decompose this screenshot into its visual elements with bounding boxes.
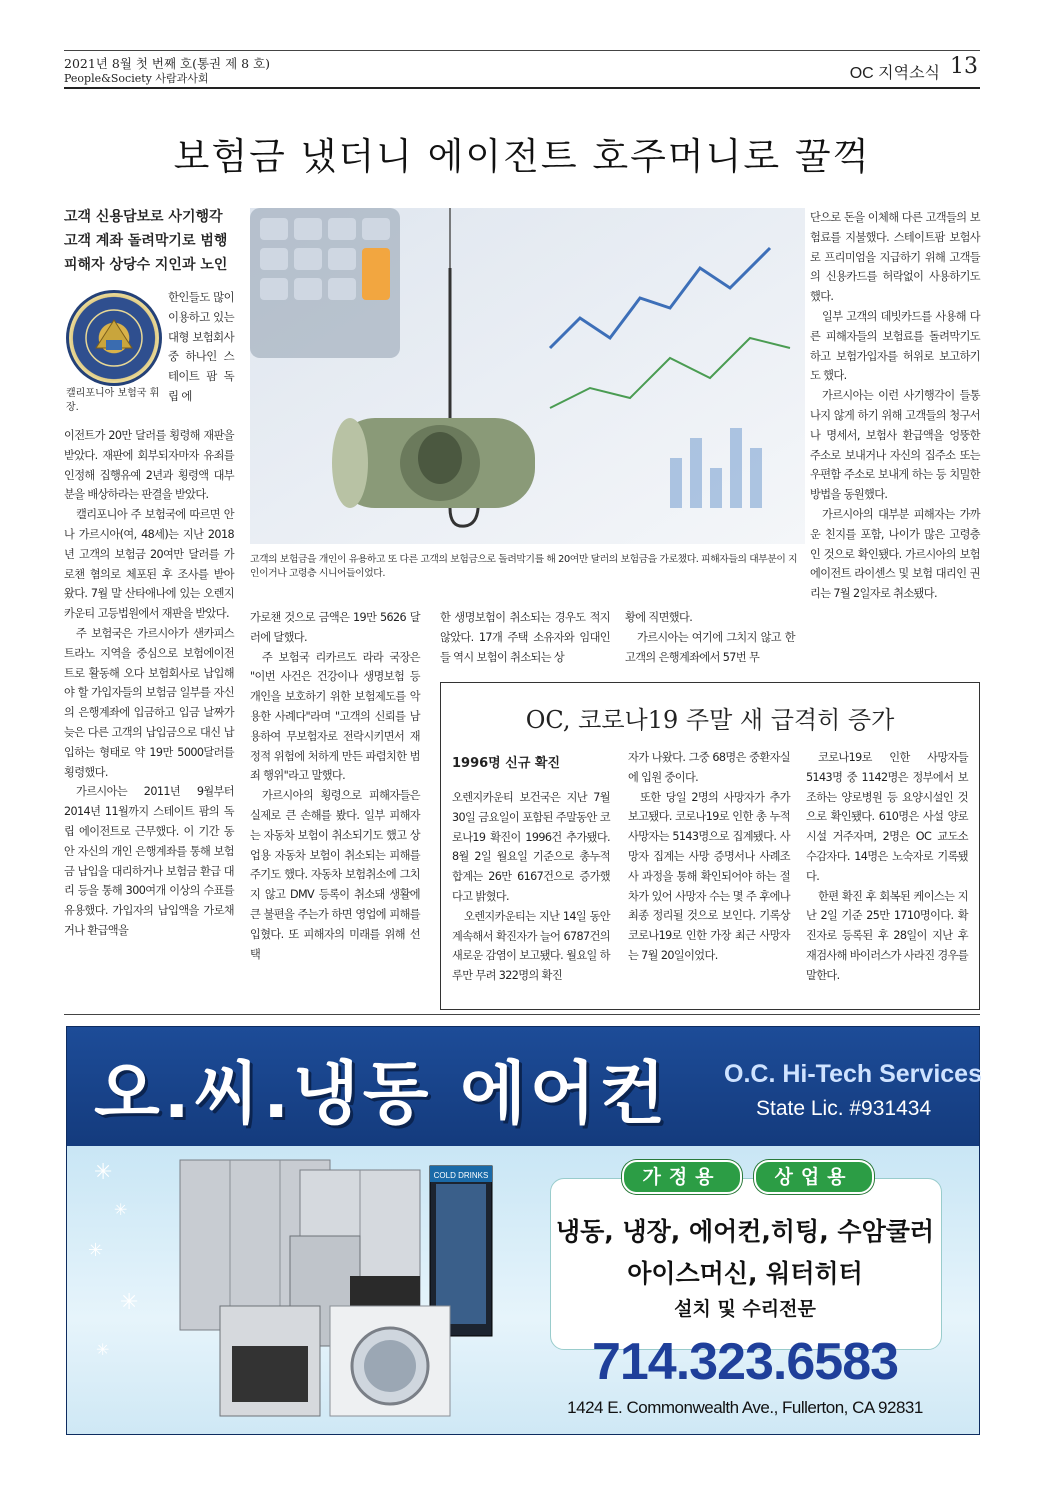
- article-col-5: [810, 208, 980, 604]
- photo-illustration: [250, 208, 805, 544]
- subhead-line: 피해자 상당수 지인과 노인: [64, 257, 228, 273]
- header-top-rule: [64, 50, 980, 51]
- paragraph: 자가 나왔다. 그중 68명은 중환자실에 입원 중이다.: [628, 751, 790, 784]
- paragraph: 가르시아는 이런 사기행각이 들통나지 않게 하기 위해 고객들의 청구서나 명세서, 보험사 환급액을 엉뚱한 주소로 보내거나 자신의 집주소 또는 우편함 주소로 보내게 하는 등 치밀한 방법을 동원했다.: [810, 389, 980, 502]
- ad-title: 오.씨.냉동 에어컨: [94, 1055, 670, 1134]
- ad-address: 1424 E. Commonwealth Ave., Fullerton, CA 92831: [567, 1398, 923, 1417]
- paragraph: 한편 확진 후 회복된 케이스는 지난 2일 기준 25만 1710명이다. 확진자로 등록된 후 28일이 지난 후 재검사해 바이러스가 사라진 경우를 말한다.: [806, 889, 968, 982]
- paragraph: 가르시아는 여기에 그치지 않고 한 고객의 은행계좌에서 57번 무: [625, 630, 795, 664]
- paragraph: 가르시아의 대부분 피해자는 가까운 친지를 포함, 나이가 많은 고령층인 것으로 확인됐다. 가르시아의 보험 에이전트 라이센스 및 보험 대리인 권리는 7월 2일자로 취소됐다.: [810, 507, 980, 601]
- page-number: 13: [950, 54, 978, 79]
- paragraph: 코로나19로 인한 사망자들 5143명 중 1142명은 정부에서 보조하는 양로병원 등 요양시설인 것으로 확인됐다. 610명은 사설 양로시설 거주자며, 2명은 OC 교도소 수감자다. 14명은 노숙자로 기록됐다.: [806, 751, 968, 883]
- subhead-line: 고객 신용담보로 사기행각: [64, 209, 223, 225]
- paragraph: 오렌지카운티 보건국은 지난 7월 30일 금요일이 포함된 주말동안 코로나19 확진이 1996건 추가됐다. 8월 2일 월요일 기준으로 총누적 합계는 26만 6167건으로 증가했다고 밝혔다.: [452, 791, 610, 903]
- paragraph: 일부 고객의 데빗카드를 사용해 다른 피해자들의 보험료를 돌려막기도 하고 보험가입자를 허위로 보고하기도 했다.: [810, 309, 980, 383]
- article-headline: 보험금 냈더니 에이전트 호주머니로 꿀꺽: [173, 135, 871, 178]
- covid-col-3: [806, 748, 968, 986]
- ad-services-line-3: 설치 및 수리전문: [674, 1298, 816, 1320]
- snowflake-icon: ✳: [120, 1290, 139, 1315]
- article-col-4: [625, 608, 795, 667]
- ad-phone-number[interactable]: 714.323.6583: [591, 1333, 899, 1391]
- snowflake-icon: ✳: [94, 1160, 113, 1185]
- article-subhead: [64, 205, 246, 277]
- paragraph: 주 보험국은 가르시아가 샌카피스트라노 지역을 중심으로 보험에이전트로 활동해 오다 보험회사로 납입해야 할 가입자들의 보험금 일부를 자신의 은행계좌에 입금하고 입금 날짜가 늦은 다른 고객의 납입금으로 대신 납입하는 형태로 약 19만 5000달러를 횡령했다.: [64, 626, 234, 779]
- money-on-hook-photo: [250, 208, 805, 544]
- paragraph: 주 보험국 리카르도 라라 국장은 "이번 사건은 건강이나 생명보험 등 개인을 보호하기 위한 보험제도를 악용한 사례다"라며 "고객의 신뢰를 남용하여 무보험자로 전락시키면서 재정적 위험에 처하게 만든 파렴치한 범죄 행위"라고 말했다.: [250, 650, 420, 783]
- snowflake-icon: ✳: [88, 1240, 104, 1261]
- snowflake-icon: ✳: [96, 1340, 110, 1359]
- covid-subhead: 1996명 신규 확진: [452, 756, 561, 771]
- article-col-1: [64, 426, 234, 941]
- paragraph: 가르시아의 횡령으로 피해자들은 실제로 큰 손해를 봤다. 일부 피해자는 자동차 보험이 취소되기도 했고 상업용 자동차 보험이 취소되는 피해를 주기도 했다. 자동차 보험취소에 그치지 않고 DMV 등록이 취소돼 생활에 큰 불편을 주는가 하면 영업에 피해를 입혔다. 또 피해자의 미래를 위해 선택: [250, 789, 420, 961]
- paragraph: 캘리포니아 주 보험국에 따르면 안나 가르시아(여, 48세)는 지난 2018년 고객의 보험금 20여만 달러를 가로챈 혐의로 체포된 후 조사를 받아 왔다. 7월 말 산타애나에 있는 오렌지카운티 고등법원에서 재판을 받았다.: [64, 508, 234, 621]
- insurance-department-seal-image: [66, 290, 162, 386]
- section-label: People&Society 사람과사회: [64, 72, 209, 85]
- seal-emblem-icon: [66, 290, 162, 386]
- paragraph: 황에 직면했다.: [625, 611, 693, 624]
- seal-caption: 캘리포니아 보험국 휘장.: [66, 388, 160, 413]
- header-bottom-rule: [64, 87, 980, 89]
- paragraph: 가르시아는 2011년 9월부터 2014년 11월까지 스테이트 팜의 독립 에이전트로 근무했다. 이 기간 동안 자신의 개인 은행계좌를 통해 보험금 납입을 대리하거나 보험금 환급 대리 등을 통해 300여개 이상의 수표를 유용했다. 가입자의 납입액을 가로채거나 환급액을: [64, 785, 234, 937]
- paragraph: 가로챈 것으로 금액은 19만 5626 달러에 달했다.: [250, 611, 420, 644]
- ad-company-english: O.C. Hi-Tech Services: [724, 1060, 982, 1088]
- article-col-2: [250, 608, 420, 964]
- appliances-illustration: [90, 1156, 530, 1426]
- tag-home-use: 가정용: [622, 1160, 742, 1194]
- article-col-3: [440, 608, 610, 667]
- paragraph: 단으로 돈을 이체해 다른 고객들의 보험료를 지불했다. 스테이트팜 보험사로 프리미엄을 지급하기 위해 고객들의 신용카드를 허락없이 사용하기도 했다.: [810, 211, 980, 304]
- subhead-line: 고객 계좌 돌려막기로 범행: [64, 233, 228, 249]
- ad-license: State Lic. #931434: [756, 1097, 932, 1120]
- ad-services-line-1: 냉동, 냉장, 에어컨,히팅, 수암쿨러: [555, 1217, 935, 1246]
- paragraph: 또한 당일 2명의 사망자가 추가 보고됐다. 코로나19로 인한 총 누적 사망자는 5143명으로 집계됐다. 사망자 집계는 사망 증명서나 사례조사 과정을 통해 확인되어야 하는 절차가 있어 사망자 수는 몇 주 후에나 최종 정리될 것으로 보인다. 기록상 코로나19로 인한 가장 최근 사망자는 7월 20일이었다.: [628, 790, 790, 962]
- covid-col-2: [628, 748, 790, 966]
- paragraph: 한 생명보험이 취소되는 경우도 적지 않았다. 17개 주택 소유자와 임대인들 역시 보험이 취소되는 상: [440, 611, 610, 664]
- covid-headline: OC, 코로나19 주말 새 급격히 증가: [525, 706, 895, 734]
- ad-divider: [64, 1014, 980, 1015]
- covid-col-1: [452, 788, 610, 986]
- photo-caption: 고객의 보험금을 개인이 유용하고 또 다른 고객의 보험금으로 돌려막기를 해 20여만 달러의 보험금을 가로챘다. 피해자들의 대부분이 지인이거나 고령층 시니어들이었다.: [250, 554, 798, 579]
- issue-info: 2021년 8월 첫 번째 호(통권 제 8 호): [64, 56, 271, 71]
- tag-business-use: 상업용: [754, 1160, 874, 1194]
- ad-services-line-2: 아이스머신, 워터히터: [627, 1259, 863, 1288]
- cooler-brand: COLD DRINKS: [433, 1171, 489, 1180]
- paragraph: 이전트가 20만 달러를 횡령해 재판을 받았다. 재판에 회부되자마자 유죄를 인정해 집행유예 2년과 횡령액 대부분을 배상하라는 판결을 받았다.: [64, 429, 234, 502]
- paragraph: 오렌지카운티는 지난 14일 동안 계속해서 확진자가 늘어 6787건의 새로운 감염이 보고됐다. 월요일 하루만 무려 322명의 확진: [452, 909, 610, 983]
- snowflake-icon: ✳: [114, 1200, 128, 1219]
- paragraph: 한인들도 많이 이용하고 있는 대형 보험회사 중 하나인 스테이트 팜 독립 에: [168, 290, 234, 403]
- article-body-intro: [168, 288, 234, 407]
- section-name: OC 지역소식: [849, 65, 940, 82]
- appliances-icon: [90, 1156, 530, 1426]
